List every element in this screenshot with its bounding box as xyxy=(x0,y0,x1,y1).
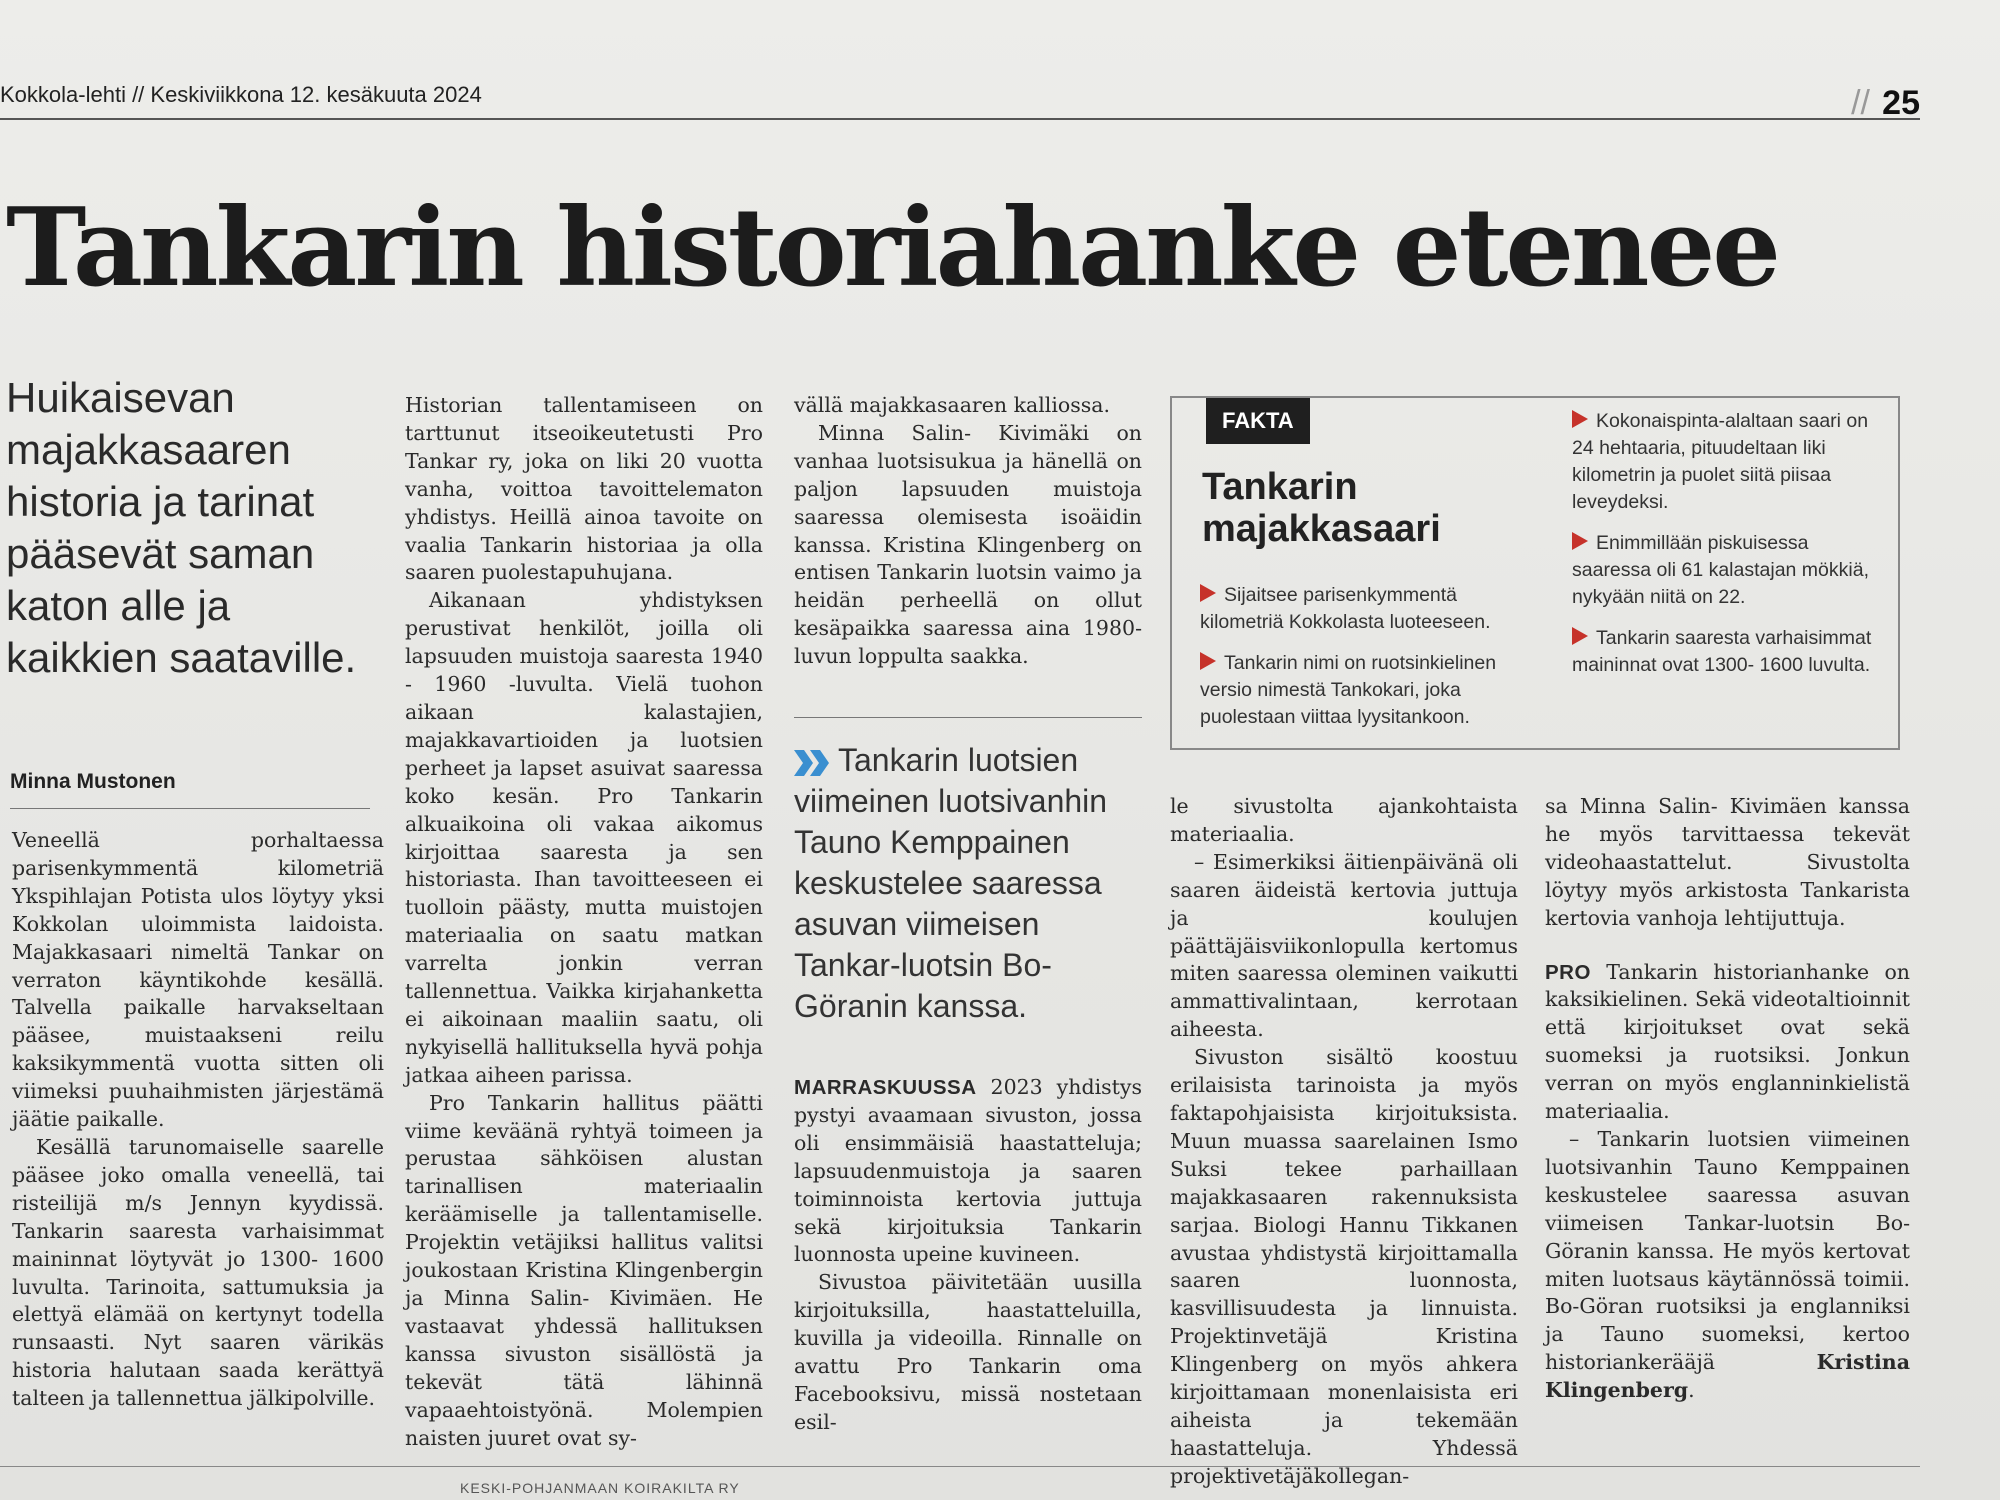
fact-item: Kokonaispinta-alaltaan saari on 24 hehtaaria, pituudeltaan liki kilometrin ja puolet siitä piisaa leveydeksi. xyxy=(1572,410,1869,513)
quote-chevron-icon xyxy=(794,750,832,776)
fact-item: Sijaitsee parisenkymmentä kilometriä Kokkolasta luoteeseen. xyxy=(1200,584,1491,633)
pull-quote xyxy=(794,740,1134,1027)
lead-in-caps: MARRASKUUSSA xyxy=(794,1076,977,1099)
paragraph: Minna Salin- Kivimäki on vanhaa luotsisukua ja hänellä on paljon lapsuuden muistoja saaressa olemisesta isoäidin kanssa. Kristina Klingenberg on entisen Tankarin luotsin vaimo ja heidän perheellä on ollut kesäpaikka saaressa aina 1980-luvun loppulta saakka. xyxy=(794,420,1142,669)
fact-list-right xyxy=(1572,408,1887,693)
pull-quote-text: Tankarin luotsien viimeinen luotsivanhin Tauno Kemppainen keskustelee saaressa asuvan viimeisen Tankar-luotsin Bo-Göranin kanssa. xyxy=(794,742,1108,1024)
paragraph: MARRASKUUSSA 2023 yhdistys pystyi avaamaan sivuston, jossa oli ensimmäisiä haastatteluja; lapsuudenmuistoja ja saaren toiminnoista kertovia juttuja sekä kirjoituksia Tankarin luonnosta upeine kuvineen. xyxy=(794,1075,1142,1267)
paragraph: – Esimerkiksi äitienpäivänä oli saaren äideistä kertovia juttuja ja koulujen päättäjäisviikonlopulla kertomus miten saaressa oleminen vaikutti ammattivalintaan, kerrotaan aiheesta. xyxy=(1170,849,1518,1042)
fact-box xyxy=(1170,396,1900,750)
body-column-2 xyxy=(405,392,763,1452)
body-column-3-lower xyxy=(794,1074,1142,1437)
header-publication-date: Kokkola-lehti // Keskiviikkona 12. kesäkuuta 2024 xyxy=(0,82,482,107)
page-number: 25 xyxy=(1882,84,1920,122)
fact-item: Enimmillään piskuisessa saaressa oli 61 kalastajan mökkiä, nykyään niitä on 22. xyxy=(1572,532,1869,608)
page-header xyxy=(0,78,1920,120)
paragraph: sa Minna Salin- Kivimäen kanssa he myös tarvittaessa tekevät videohaastattelut. Sivustolta löytyy myös arkistosta Tankarista kertovia vanhoja lehtijuttuja. xyxy=(1545,794,1910,930)
paragraph: le sivustolta ajankohtaista materiaalia. xyxy=(1170,794,1518,846)
paragraph: Pro Tankarin hallitus päätti viime keväänä ryhtyä toimeen ja perustaa sähköisen alustan tarinallisen materiaalin keräämiselle ja tallentamiselle. Projektin vetäjiksi hallitus valitsi joukostaan Kristina Klingenbergin ja Minna Salin- Kivimäen. He vastaavat yhdessä hallituksen kanssa sivuston sisällöstä ja tekevät tätä lähinnä vapaaehtoistyönä. Molempien naisten juuret ovat sy- xyxy=(405,1090,763,1450)
paragraph: Sivuston sisältö koostuu erilaisista tarinoista ja myös faktapohjaisista kirjoituksista. Muun muassa saarelainen Ismo Suksi tekee parhaillaan majakkasaaren rakennuksista sarjaa. Biologi Hannu Tikkanen avustaa yhdistystä kirjoittamalla saaren luonnosta, kasvillisuudesta ja linnuista. Projektinvetäjä Kristina Klingenberg on myös ahkera kirjoittamaan monenlaisista eri aiheista ja tekemään haastatteluja. Yhdessä projektivetäjäkollegan- xyxy=(1170,1045,1518,1488)
paragraph: Sivustoa päivitetään uusilla kirjoituksilla, haastatteluilla, kuvilla ja videoilla. Rinnalle on avattu Pro Tankarin oma Facebooksivu, missä nostetaan esil- xyxy=(794,1270,1142,1434)
author-name: Kristina Klingenberg xyxy=(1545,1350,1910,1403)
paragraph: vällä majakkasaaren kalliossa. xyxy=(794,393,1111,417)
footer-rule xyxy=(0,1466,1920,1467)
paragraph: Veneellä porhaltaessa parisenkymmentä kilometriä Ykspihlajan Potista ulos löytyy yksi Kokkolan uloimmista laidoista. Majakkasaari nimeltä Tankar on verraton käyntikohde kesällä. Talvella paikalle harvakseltaan pääsee, muistaakseni reilu kaksikymmentä vuotta sitten oli viimeksi puuhaihmisten järjestämä jäätie paikalle. xyxy=(12,828,384,1132)
article-headline: Tankarin historiahanke etenee xyxy=(6,185,1778,311)
footer-text: KESKI-POHJANMAAN KOIRAKILTA RY xyxy=(460,1480,740,1496)
paragraph: Kesällä tarunomaiselle saarelle pääsee joko omalla veneellä, tai risteilijä m/s Jennyn kyydissä. Tankarin saaresta varhaisimmat maininnat löytyvät jo 1300- 1600 luvulta. Tarinoita, sattumuksia ja elettyä elämää on kertynyt todella runsaasti. Nyt saaren värikäs historia halutaan saada kerättyä talteen ja tallennettua jälkipolville. xyxy=(12,1134,384,1411)
header-slash: // xyxy=(1851,84,1870,122)
paragraph: – Tankarin luotsien viimeinen luotsivanhin Tauno Kemppainen keskustelee saaressa asuvan viimeisen Tankar-luotsin Bo-Göranin kanssa. He myös kertovat miten luotsaus käytännössä toimii. Bo-Göran ruotsiksi ja englanniksi ja Tauno suomeksi, kertoo historiankerääjä Kristina Klingenberg. xyxy=(1545,1126,1910,1403)
body-column-1 xyxy=(12,827,384,1413)
fact-item: Tankarin nimi on ruotsinkielinen versio nimestä Tankokari, joka puolestaan viittaa lyysitankoon. xyxy=(1200,652,1497,728)
red-triangle-icon xyxy=(1572,627,1588,645)
fact-item: Tankarin saaresta varhaisimmat maininnat ovat 1300- 1600 luvulta. xyxy=(1572,627,1872,676)
body-column-5 xyxy=(1545,793,1910,1405)
fact-box-title: Tankarin majakkasaari xyxy=(1202,466,1441,550)
byline: Minna Mustonen xyxy=(10,770,370,809)
red-triangle-icon xyxy=(1200,652,1216,670)
fact-list-left xyxy=(1200,582,1530,745)
article-ingress: Huikaisevan majakkasaaren historia ja tarinat pääsevät saman katon alle ja kaikkien saataville. xyxy=(6,374,357,681)
lead-in-caps: PRO xyxy=(1545,960,1591,984)
paragraph: Aikanaan yhdistyksen perustivat henkilöt, joilla oli lapsuuden muistoja saaresta 1940 - 1960 -luvulta. Vielä tuohon aikaan kalastajien, majakkavartioiden ja luotsien perheet ja lapset asuivat saaressa koko kesän. Pro Tankarin alkuaikoina oli vakaa aikomus kirjoittaa saaresta ja sen historiasta. Ihan tavoitteeseen ei tuolloin päästy, mutta muistojen materiaalia on saatu matkan varrelta jonkin verran tallennettua. Vaikka kirjahanketta ei aikoinaan maaliin saatu, oli nykyisellä hallituksella hyvä pohja jatkaa aiheen parissa. xyxy=(405,588,763,1087)
body-column-3 xyxy=(794,392,1142,671)
red-triangle-icon xyxy=(1572,532,1588,550)
paragraph: Historian tallentamiseen on tarttunut itseoikeutetusti Pro Tankar ry, joka on liki 20 vuotta vanha, voittoa tavoittelematon yhdistys. Heillä ainoa tavoite on vaalia Tankarin historiaa ja olla saaren puolestapuhujana. xyxy=(405,393,763,585)
paragraph: PRO Tankarin historianhanke on kaksikielinen. Sekä videotaltioinnit että kirjoitukset ovat sekä suomeksi ja ruotsiksi. Jonkun verran on myös englanninkielistä materiaalia. xyxy=(1545,959,1910,1124)
fact-box-tag: FAKTA xyxy=(1206,398,1310,444)
column-divider xyxy=(794,717,1142,718)
red-triangle-icon xyxy=(1200,584,1216,602)
body-column-4 xyxy=(1170,793,1518,1491)
red-triangle-icon xyxy=(1572,410,1588,428)
